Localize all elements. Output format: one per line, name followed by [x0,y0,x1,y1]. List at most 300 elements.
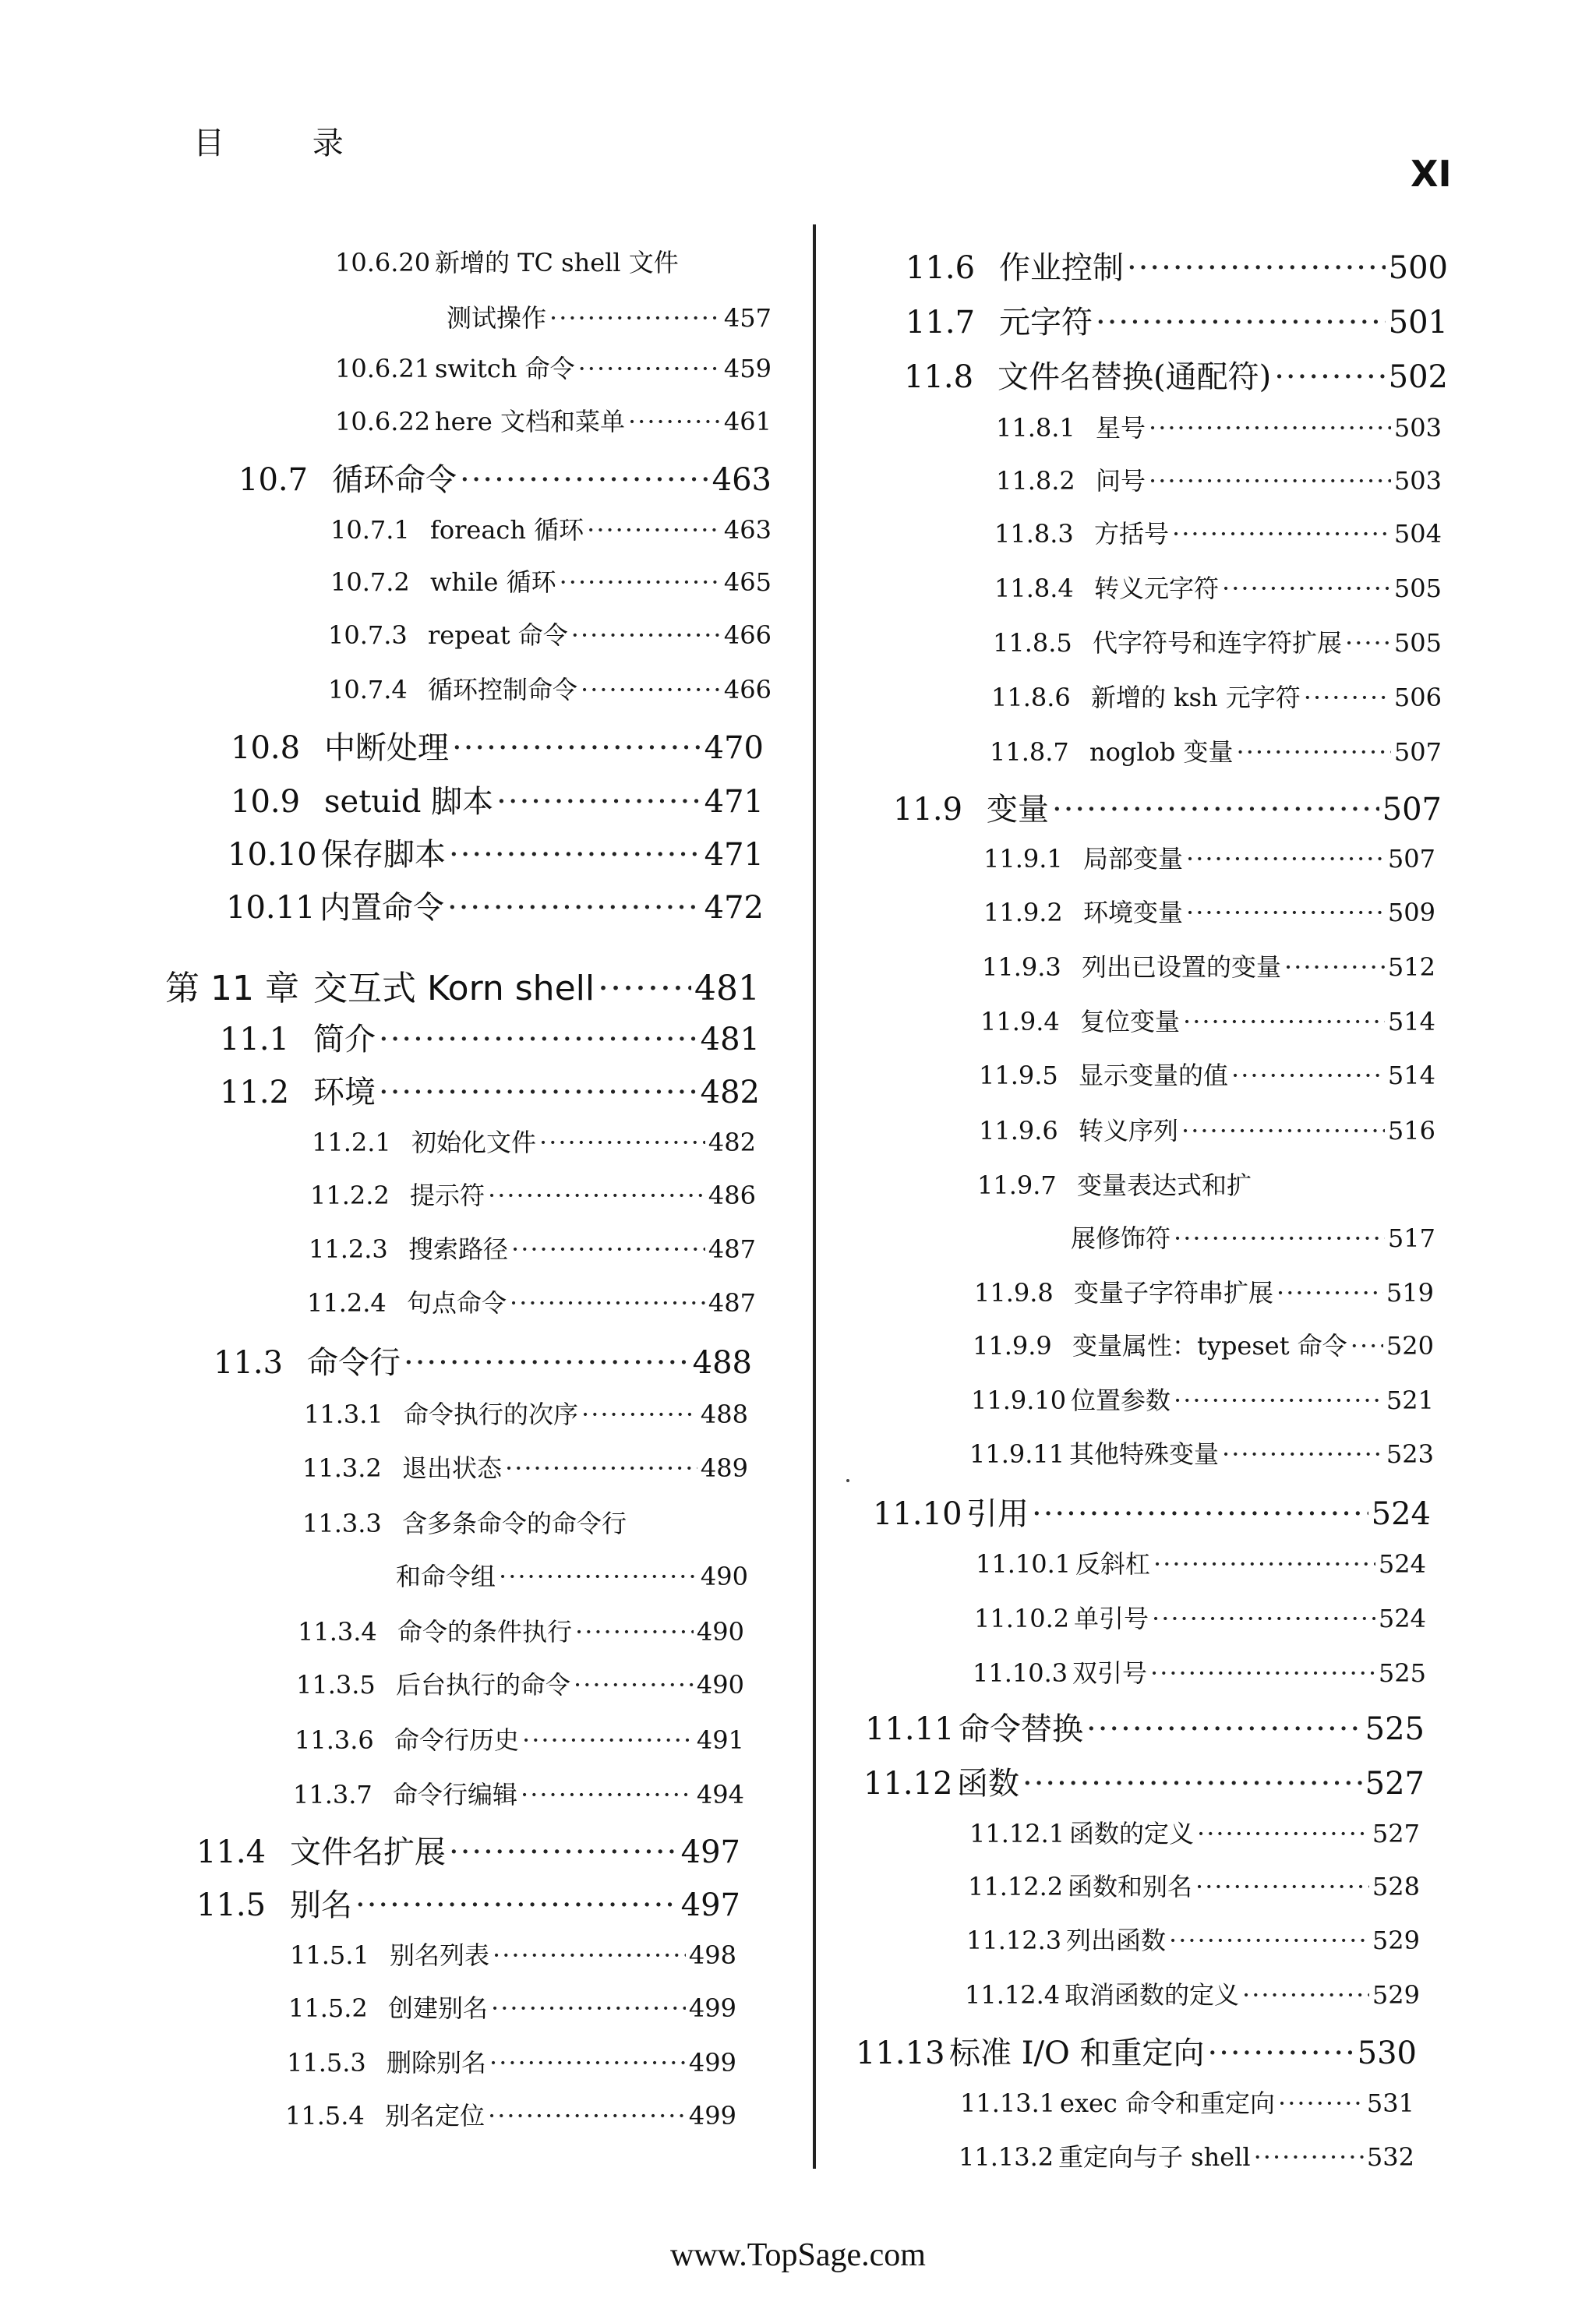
toc-entry-number: 10.7.2 [330,567,410,597]
toc-entry [330,563,772,598]
toc-entry-title: 和命令组 [396,1562,496,1591]
toc-entry-title: 引用 [966,1496,1029,1532]
toc-entry-number: 11.12 [863,1766,953,1802]
toc-entry [991,678,1442,714]
toc-entry-page: 500 [1388,250,1448,286]
toc-entry-number: 10.6.21 [335,354,431,383]
toc-entry-title: 命令行 [307,1345,401,1381]
dot-leader [489,2048,686,2078]
toc-entry-title: 含多条命令的命令行 [402,1509,627,1538]
toc-entry-title: while 循环 [430,567,556,597]
toc-entry-number: 11.11 [865,1711,955,1747]
dot-leader [560,567,721,597]
toc-entry [965,1975,1420,2011]
dot-leader [1195,1872,1369,1901]
toc-entry-number: 11.3.2 [302,1453,382,1483]
dot-leader [574,1670,694,1700]
toc-entry-page: 489 [700,1453,748,1483]
toc-entry [285,2096,736,2132]
dot-leader [1231,1061,1385,1090]
toc-entry-page: 488 [692,1345,752,1381]
toc-entry-title: 展修饰符 [1071,1223,1171,1253]
toc-entry-title: 循环控制命令 [428,675,578,704]
dot-leader [449,1834,678,1870]
toc-entry [296,1665,744,1701]
toc-entry-page: 470 [704,730,764,766]
dot-leader [491,1993,686,2023]
toc-entry [288,1989,736,2025]
toc-entry-title: 星号 [1096,413,1146,443]
toc-entry-title: setuid 脚本 [324,784,494,820]
toc-entry-title: 命令的条件执行 [397,1617,573,1647]
toc-entry-page: 471 [704,784,764,820]
dot-leader [578,354,721,383]
toc-entry-number: 11.1 [220,1022,290,1057]
dot-leader [1222,1439,1383,1469]
toc-entry-page: 487 [708,1288,756,1318]
toc-entry [977,1166,1435,1202]
dot-leader [581,1400,697,1429]
toc-entry [214,1338,752,1382]
toc-entry-title: 搜索路径 [408,1234,509,1264]
toc-entry [231,723,764,768]
toc-entry-number: 11.9.11 [969,1439,1065,1469]
dot-leader [1169,1926,1369,1955]
toc-entry-page: 506 [1393,683,1442,712]
toc-entry-page: 529 [1372,1980,1420,2010]
toc-entry-title: 变量 [987,792,1049,828]
toc-entry [994,514,1442,550]
toc-entry-title: 循环命令 [332,462,457,498]
toc-entry-number: 11.3.5 [296,1670,376,1700]
toc-entry [196,1880,740,1925]
dot-leader [460,462,709,498]
toc-entry-page: 527 [1372,1819,1420,1848]
toc-entry-number: 11.5.3 [287,2048,366,2078]
toc-entry-title: noglob 变量 [1089,737,1234,767]
toc-entry-number: 11.3.1 [304,1400,383,1429]
toc-entry [966,1921,1420,1957]
dot-leader [511,1234,705,1264]
dot-leader [1254,2142,1364,2172]
dot-leader [628,407,721,436]
toc-entry-page: 514 [1387,1007,1435,1036]
toc-entry-number: 11.2.2 [310,1181,390,1210]
toc-entry-number: 11.5.2 [288,1993,368,2023]
toc-entry-number: 11.9.3 [982,952,1061,982]
toc-entry-title: 其他特殊变量 [1069,1439,1220,1469]
toc-entry-number: 11.3.7 [293,1780,373,1809]
toc-entry [226,883,764,927]
toc-entry-number: 11.12.1 [969,1819,1065,1848]
dot-leader [510,1288,705,1318]
toc-entry-number: 11.9.2 [983,898,1063,927]
toc-entry [231,777,764,821]
toc-entry [980,1002,1435,1038]
dot-leader [549,303,721,333]
dot-leader [1222,574,1391,603]
toc-entry-title: 列出函数 [1066,1926,1167,1955]
toc-entry-page: 482 [700,1075,760,1110]
toc-entry-page: 481 [700,1022,760,1057]
toc-entry-page: 490 [696,1617,744,1647]
dot-leader [1197,1819,1369,1848]
toc-entry-page: 524 [1378,1549,1426,1579]
toc-entry-title: 反斜杠 [1075,1549,1151,1579]
toc-entry-title: 重定向与子 shell [1058,2142,1251,2172]
dot-leader [1208,2035,1354,2071]
toc-entry-page: 524 [1371,1496,1431,1532]
toc-entry [994,569,1442,605]
toc-entry-number: 10.7.1 [330,515,410,545]
dot-leader [1172,519,1391,549]
toc-entry-title: 提示符 [410,1181,486,1210]
toc-entry-title: 创建别名 [388,1993,489,2023]
toc-entry-page: 459 [723,354,772,383]
toc-entry-title: foreach 循环 [430,515,584,545]
dot-leader [1152,1604,1375,1633]
dot-leader [587,515,721,545]
toc-entry-number: 11.8.3 [994,519,1074,549]
toc-entry-page: 528 [1372,1872,1420,1901]
toc-entry-number: 11.10.3 [973,1658,1068,1688]
toc-entry-page: 501 [1388,305,1448,341]
toc-entry-title: 代字符号和连字符扩展 [1093,628,1343,658]
dot-leader [1096,305,1386,341]
toc-entry [165,960,760,1010]
toc-entry-number: 11.8.2 [996,466,1075,496]
toc-entry [996,461,1442,497]
toc-entry-title: 函数 [957,1766,1019,1802]
dot-leader [1242,1980,1369,2010]
toc-entry-page: 487 [708,1234,756,1264]
toc-entry-number: 11.13.1 [960,2088,1056,2118]
footer-url: www.TopSage.com [670,2237,926,2273]
toc-entry-number: 10.6.20 [335,248,431,277]
toc-entry-title: switch 命令 [435,354,575,383]
column-divider [813,224,816,2169]
dot-leader [1276,1278,1383,1308]
toc-entry-page: 490 [700,1562,748,1591]
toc-entry-page: 497 [680,1834,740,1870]
dot-leader [355,1887,678,1923]
toc-entry-title: 句点命令 [407,1288,507,1318]
dot-leader [1032,1496,1368,1532]
dot-leader [1153,1549,1375,1579]
toc-entry [973,1326,1434,1362]
toc-entry-number: 11.9.7 [977,1170,1057,1200]
dot-leader [505,1453,697,1483]
dot-leader [1181,1116,1385,1146]
toc-entry-number: 11.3 [214,1345,284,1381]
toc-entry [307,1283,756,1319]
toc-entry-page: 524 [1378,1604,1426,1633]
toc-entry [971,1381,1434,1417]
toc-entry-page: 461 [723,407,772,436]
toc-entry-number: 11.3.6 [295,1725,374,1755]
toc-entry-title: 变量子字符串扩展 [1074,1278,1274,1308]
toc-entry-number: 11.12.2 [968,1872,1064,1901]
toc-entry-page: 482 [708,1128,756,1157]
toc-entry-number: 11.12.4 [965,1980,1061,2010]
toc-entry-page: 512 [1387,952,1435,982]
dot-leader [447,890,701,926]
toc-entry [290,1936,736,1972]
toc-entry-number: 10.7.3 [328,620,408,650]
toc-entry-page: 466 [723,675,772,704]
toc-entry-title: 转义序列 [1079,1116,1179,1146]
dot-leader [521,1780,694,1809]
toc-entry-page: 519 [1386,1278,1434,1308]
toc-entry-number: 11.4 [196,1834,267,1870]
dot-leader [1149,466,1391,496]
toc-entry [238,455,772,500]
toc-entry-page: 471 [704,837,764,873]
dot-leader [1149,413,1391,443]
toc-entry-title: 命令行编辑 [393,1780,518,1809]
dot-leader [1186,898,1385,927]
dot-leader [1052,792,1379,828]
toc-entry [328,670,772,706]
toc-entry-title: 局部变量 [1083,844,1184,874]
toc-entry-page: 491 [696,1725,744,1755]
toc-entry [309,1230,756,1266]
dot-leader [1274,359,1385,395]
toc-entry-number: 11.9.1 [983,844,1063,874]
toc-entry [220,1015,760,1059]
toc-entry-page: 497 [680,1887,740,1923]
toc-entry [335,243,772,279]
toc-entry-number: 11.2 [220,1075,290,1110]
toc-entry-number: 10.7.4 [328,675,408,704]
toc-entry-number: 11.8.5 [993,628,1072,658]
toc-entry-page: 516 [1387,1116,1435,1146]
dot-leader [581,675,721,704]
toc-entry-title: 函数和别名 [1068,1872,1193,1901]
dot-leader [1183,1007,1385,1036]
toc-entry [330,510,772,546]
toc-entry-title: repeat 命令 [428,620,568,650]
toc-entry-number: 10.10 [228,837,317,873]
toc-entry [904,352,1448,397]
toc-entry-page: 504 [1393,519,1442,549]
toc-entry-title: 变量表达式和扩 [1077,1170,1252,1200]
dot-leader [598,969,691,1008]
toc-entry-title: 简介 [313,1022,376,1057]
toc-entry [959,2138,1414,2173]
toc-entry [969,1814,1420,1850]
dot-leader [1186,844,1385,874]
toc-entry-title: 方括号 [1094,519,1170,549]
toc-entry [983,839,1435,875]
toc-entry-page: 507 [1387,844,1435,874]
toc-entry [873,1489,1431,1534]
toc-entry [295,1721,744,1756]
toc-entry [228,830,764,874]
dot-leader [1351,1331,1383,1361]
toc-entry-number: 第 11 章 [165,969,299,1008]
toc-entry-title: 双引号 [1072,1658,1148,1688]
toc-entry [220,1068,760,1112]
toc-entry-number: 11.12.3 [966,1926,1062,1955]
toc-entry-page: 527 [1365,1766,1425,1802]
toc-entry [960,2084,1414,2120]
toc-entry-page: 457 [723,303,772,333]
dot-leader [488,1181,705,1210]
toc-entry-page: 503 [1393,413,1442,443]
toc-entry [974,1599,1426,1635]
toc-entry-page: 466 [723,620,772,650]
toc-entry-number: 11.2.4 [307,1288,387,1318]
toc-entry [287,2043,736,2079]
dot-leader [379,1022,697,1057]
toc-entry-number: 10.8 [231,730,301,766]
toc-entry [335,349,772,385]
toc-entry-page: 486 [708,1181,756,1210]
toc-entry-page: 509 [1387,898,1435,927]
toc-entry [990,733,1442,768]
toc-entry-title: 元字符 [999,305,1093,341]
dot-leader [493,1940,686,1970]
toc-entry-page: 529 [1372,1926,1420,1955]
toc-entry [976,1545,1426,1580]
toc-entry-title: 环境变量 [1083,898,1184,927]
toc-entry-title: 函数的定义 [1069,1819,1195,1848]
toc-entry-title: 删除别名 [387,2048,487,2078]
toc-entry-title: exec 命令和重定向 [1060,2088,1276,2118]
toc-entry [298,1612,744,1648]
toc-entry [328,616,772,651]
toc-entry-title: 文件名替换(通配符) [998,359,1272,395]
toc-entry-page: 499 [688,1993,736,2023]
toc-entry-page: 531 [1366,2088,1414,2118]
toc-entry-title: 取消函数的定义 [1065,1980,1240,2010]
toc-entry-page: 517 [1387,1223,1435,1253]
toc-entry-title: 变量属性：typeset 命令 [1072,1331,1347,1361]
toc-entry-page: 498 [688,1940,736,1970]
toc-entry-number: 11.9.8 [974,1278,1054,1308]
toc-entry-number: 11.10.2 [974,1604,1070,1633]
toc-entry-page: 521 [1386,1386,1434,1415]
toc-entry-title: 显示变量的值 [1079,1061,1229,1090]
toc-entry-page: 525 [1365,1711,1425,1747]
dot-leader [379,1075,697,1110]
dot-leader [575,1617,694,1647]
toc-entry-number: 11.9.10 [971,1386,1067,1415]
toc-entry-number: 11.8.7 [990,737,1069,767]
toc-entry-number: 11.8 [904,359,974,395]
toc-entry-page: 488 [700,1400,748,1429]
toc-entry-title: 命令替换 [959,1711,1083,1747]
toc-entry [983,893,1435,929]
toc-entry-page: 494 [696,1780,744,1809]
toc-entry-page: 502 [1388,359,1448,395]
toc-entry-number: 11.5 [196,1887,267,1923]
toc-entry [396,1557,748,1593]
dot-leader [1284,952,1385,982]
dot-leader [449,837,701,873]
toc-entry-title: 新增的 TC shell 文件 [435,248,679,277]
toc-entry-page: 507 [1393,737,1442,767]
toc-entry-number: 11.9.6 [979,1116,1058,1146]
toc-entry-title: 复位变量 [1080,1007,1181,1036]
toc-entry-title: 标准 I/O 和重定向 [949,2035,1205,2071]
dot-leader [1150,1658,1375,1688]
toc-entry-number: 11.8.1 [996,413,1075,443]
toc-entry-title: 别名定位 [385,2101,486,2131]
toc-entry [982,948,1435,983]
toc-entry-number: 11.7 [906,305,976,341]
toc-entry [968,1867,1420,1903]
toc-entry-title: 别名列表 [390,1940,490,1970]
toc-entry-title: 文件名扩展 [290,1834,446,1870]
dot-leader [1237,737,1391,767]
stray-mark [846,1479,849,1482]
toc-entry-page: 514 [1387,1061,1435,1090]
toc-entry [993,623,1442,659]
toc-entry-title: 别名 [290,1887,352,1923]
dot-leader [1345,628,1391,658]
dot-leader [522,1725,694,1755]
toc-entry [969,1435,1434,1470]
dot-leader [1127,250,1386,286]
toc-entry [302,1504,748,1540]
toc-entry-number: 11.3.3 [302,1509,382,1538]
dot-leader [1174,1223,1385,1253]
dot-leader [539,1128,705,1157]
toc-entry [447,298,772,334]
toc-entry-title: 初始化文件 [411,1128,537,1157]
toc-entry-number: 11.9.4 [980,1007,1060,1036]
toc-entry-number: 10.7 [238,462,309,498]
toc-entry-title: 命令执行的次序 [404,1400,579,1429]
toc-entry-number: 11.10.1 [976,1549,1072,1579]
toc-entry [979,1056,1435,1092]
dot-leader [1304,683,1391,712]
toc-entry [996,408,1442,444]
toc-entry [302,1449,748,1485]
toc-entry [974,1273,1434,1309]
toc-entry-title: 退出状态 [402,1453,503,1483]
toc-entry-title: 新增的 ksh 元字符 [1091,683,1301,712]
toc-entry-page: 463 [711,462,772,498]
toc-entry-page: 481 [694,969,760,1008]
toc-entry-page: 520 [1386,1331,1434,1361]
dot-leader [499,1562,697,1591]
toc-entry [196,1827,740,1872]
dot-leader [1278,2088,1364,2118]
dot-leader [496,784,701,820]
dot-leader [404,1345,690,1381]
toc-entry-number: 11.2.3 [309,1234,388,1264]
toc-entry [979,1111,1435,1147]
toc-entry-page: 472 [704,890,764,926]
page-number-roman: XI [1411,153,1452,195]
toc-entry-title: 位置参数 [1071,1386,1171,1415]
toc-entry [1071,1219,1435,1255]
dot-leader [1174,1386,1383,1415]
toc-entry-title: 命令行历史 [394,1725,520,1755]
toc-entry [906,243,1448,288]
toc-entry-page: 505 [1393,628,1442,658]
toc-entry-page: 499 [688,2101,736,2131]
toc-entry-number: 11.9 [893,792,963,828]
toc-entry-page: 523 [1386,1439,1434,1469]
toc-entry-title: 作业控制 [999,250,1124,286]
toc-entry-title: 后台执行的命令 [396,1670,571,1700]
toc-entry-title: 单引号 [1074,1604,1149,1633]
toc-entry-title: 环境 [313,1075,376,1110]
